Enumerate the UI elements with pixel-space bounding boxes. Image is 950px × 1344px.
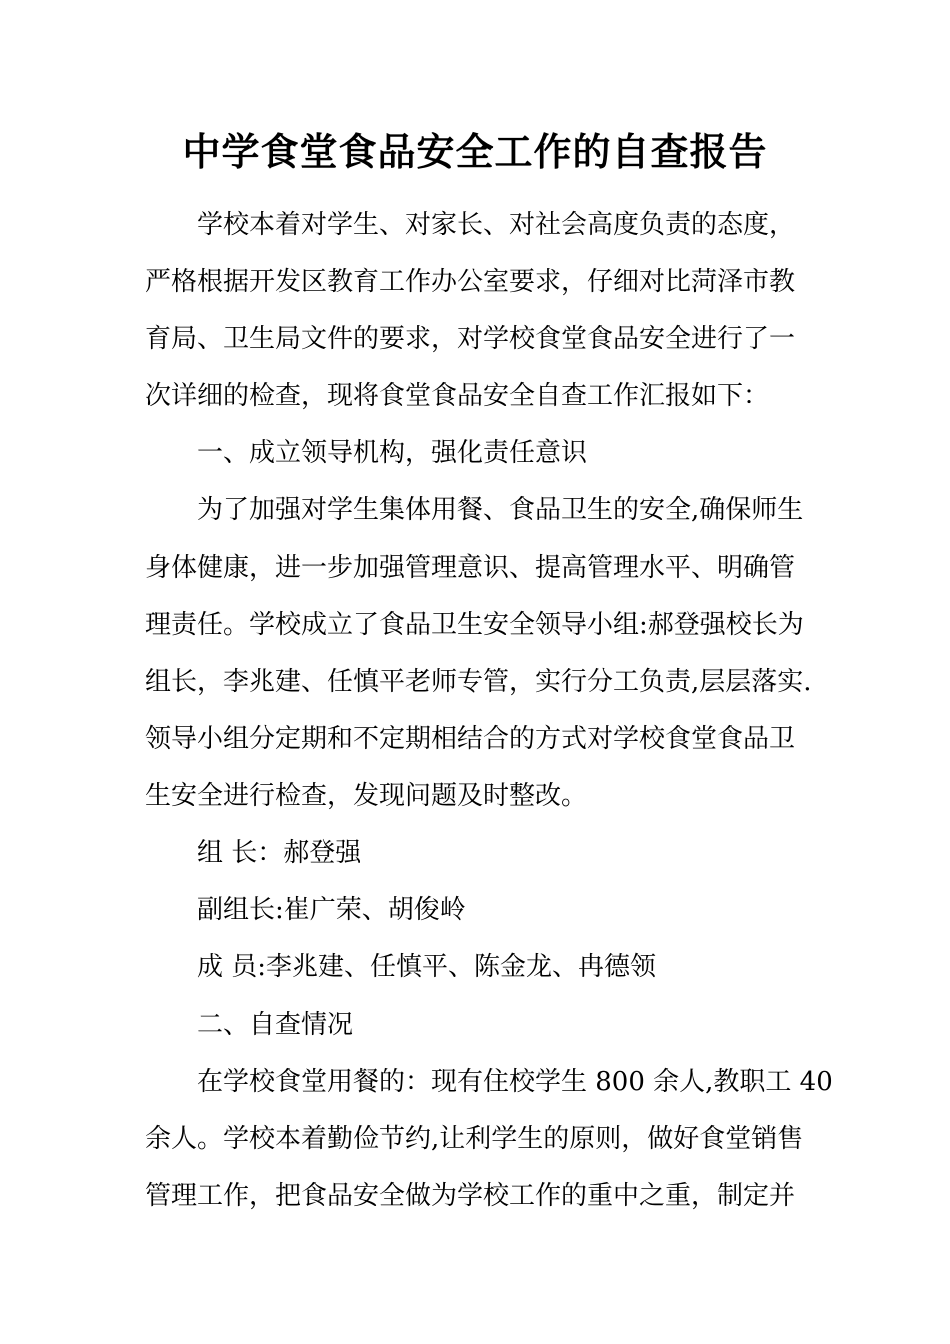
members-line: 成 员:李兆建、任慎平、陈金龙、冉德领 (197, 952, 657, 982)
paragraph-line: 余人。学校本着勤俭节约,让利学生的原则，做好食堂销售 (145, 1124, 804, 1154)
section-heading: 一、成立领导机构，强化责任意识 (197, 438, 588, 468)
paragraph-line: 身体健康，进一步加强管理意识、提高管理水平、明确管 (145, 553, 796, 583)
paragraph-line: 组长，李兆建、任慎平老师专管，实行分工负责,层层落实. (145, 667, 812, 697)
document-title: 中学食堂食品安全工作的自查报告 (182, 129, 768, 174)
paragraph-line: 领导小组分定期和不定期相结合的方式对学校食堂食品卫 (145, 724, 796, 754)
paragraph-line: 生安全进行检查，发现问题及时整改。 (145, 781, 588, 811)
paragraph-line: 理责任。学校成立了食品卫生安全领导小组:郝登强校长为 (145, 610, 804, 640)
paragraph-line: 学校本着对学生、对家长、对社会高度负责的态度， (197, 210, 796, 240)
paragraph-line: 次详细的检查，现将食堂食品安全自查工作汇报如下： (145, 381, 770, 411)
paragraph-line: 在学校食堂用餐的：现有住校学生 800 余人,教职工 40 (197, 1067, 833, 1097)
group-leader-line: 组 长：郝登强 (197, 838, 362, 868)
deputy-leader-line: 副组长:崔广荣、胡俊岭 (197, 895, 466, 925)
paragraph-line: 为了加强对学生集体用餐、食品卫生的安全,确保师生 (197, 495, 804, 525)
section-heading: 二、自查情况 (197, 1010, 354, 1040)
paragraph-line: 严格根据开发区教育工作办公室要求，仔细对比菏泽市教 (145, 267, 796, 297)
paragraph-line: 育局、卫生局文件的要求，对学校食堂食品安全进行了一 (145, 324, 796, 354)
paragraph-line: 管理工作，把食品安全做为学校工作的重中之重，制定并 (145, 1181, 796, 1211)
